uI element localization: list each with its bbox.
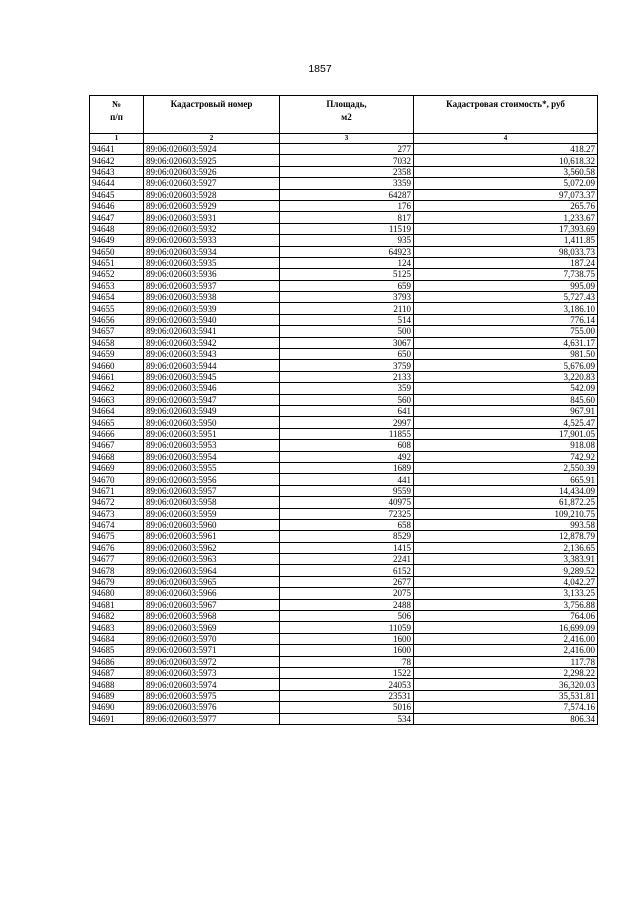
cost-value: 117.78 [414, 656, 598, 667]
table-row [90, 371, 598, 382]
area-value: 78 [280, 656, 414, 667]
cost-value: 3,383.91 [414, 554, 598, 565]
area-value: 534 [280, 713, 414, 724]
cadastral-number: 89:06:020603:5970 [144, 633, 280, 644]
table-row [90, 497, 598, 508]
cadastral-number: 89:06:020603:5934 [144, 246, 280, 257]
row-index: 94643 [90, 166, 144, 177]
cost-value: 776.14 [414, 314, 598, 325]
table-row [90, 702, 598, 713]
area-value: 560 [280, 394, 414, 405]
row-index: 94674 [90, 519, 144, 530]
cost-value: 10,618.32 [414, 155, 598, 166]
area-value: 6152 [280, 565, 414, 576]
area-value: 176 [280, 200, 414, 211]
row-index: 94680 [90, 588, 144, 599]
cost-value: 2,550.39 [414, 462, 598, 473]
row-index: 94644 [90, 178, 144, 189]
area-value: 2997 [280, 417, 414, 428]
table-row [90, 223, 598, 234]
area-value: 72325 [280, 508, 414, 519]
cadastral-number: 89:06:020603:5976 [144, 702, 280, 713]
area-value: 659 [280, 280, 414, 291]
row-index: 94641 [90, 144, 144, 155]
cadastral-number: 89:06:020603:5940 [144, 314, 280, 325]
cost-value: 17,901.05 [414, 428, 598, 439]
cost-value: 12,878.79 [414, 531, 598, 542]
area-value: 2075 [280, 588, 414, 599]
cost-value: 3,186.10 [414, 303, 598, 314]
row-index: 94688 [90, 679, 144, 690]
area-value: 2358 [280, 166, 414, 177]
area-value: 1689 [280, 462, 414, 473]
cadastral-number: 89:06:020603:5959 [144, 508, 280, 519]
row-index: 94658 [90, 337, 144, 348]
row-index: 94648 [90, 223, 144, 234]
header-cadastral-number-label: Кадастровый номер [170, 99, 253, 109]
table-row [90, 611, 598, 622]
area-value: 124 [280, 257, 414, 268]
table-row [90, 588, 598, 599]
cadastral-number: 89:06:020603:5967 [144, 599, 280, 610]
row-index: 94675 [90, 531, 144, 542]
cadastral-number: 89:06:020603:5947 [144, 394, 280, 405]
row-index: 94684 [90, 633, 144, 644]
table-row [90, 690, 598, 701]
cost-value: 665.91 [414, 474, 598, 485]
table-row [90, 531, 598, 542]
cost-value: 742.92 [414, 451, 598, 462]
table-row [90, 633, 598, 644]
area-value: 641 [280, 405, 414, 416]
row-index: 94677 [90, 554, 144, 565]
row-index: 94666 [90, 428, 144, 439]
cadastral-number: 89:06:020603:5924 [144, 144, 280, 155]
cost-value: 764.06 [414, 611, 598, 622]
table-row [90, 155, 598, 166]
header-area-line2: м2 [341, 112, 352, 122]
header-area [280, 96, 414, 134]
table-row [90, 417, 598, 428]
row-index: 94673 [90, 508, 144, 519]
table-row [90, 565, 598, 576]
column-number-row [90, 134, 598, 144]
table-row [90, 519, 598, 530]
table-row [90, 235, 598, 246]
row-index: 94681 [90, 599, 144, 610]
area-value: 64287 [280, 189, 414, 200]
table-row [90, 178, 598, 189]
table-row [90, 292, 598, 303]
area-value: 492 [280, 451, 414, 462]
cadastre-table [89, 95, 598, 725]
cadastral-number: 89:06:020603:5927 [144, 178, 280, 189]
cost-value: 187.24 [414, 257, 598, 268]
cadastral-number: 89:06:020603:5944 [144, 360, 280, 371]
table-row [90, 645, 598, 656]
table-row [90, 542, 598, 553]
row-index: 94668 [90, 451, 144, 462]
cadastral-number: 89:06:020603:5962 [144, 542, 280, 553]
area-value: 24053 [280, 679, 414, 690]
cadastral-number: 89:06:020603:5953 [144, 440, 280, 451]
cadastral-number: 89:06:020603:5955 [144, 462, 280, 473]
row-index: 94669 [90, 462, 144, 473]
row-index: 94685 [90, 645, 144, 656]
cadastral-number: 89:06:020603:5937 [144, 280, 280, 291]
cost-value: 2,416.00 [414, 645, 598, 656]
area-value: 3759 [280, 360, 414, 371]
area-value: 11855 [280, 428, 414, 439]
cost-value: 7,738.75 [414, 269, 598, 280]
row-index: 94656 [90, 314, 144, 325]
row-index: 94682 [90, 611, 144, 622]
table-row [90, 451, 598, 462]
area-value: 1600 [280, 645, 414, 656]
table-row [90, 303, 598, 314]
cost-value: 2,416.00 [414, 633, 598, 644]
cadastral-number: 89:06:020603:5949 [144, 405, 280, 416]
table-row [90, 554, 598, 565]
cost-value: 1,411.85 [414, 235, 598, 246]
table-row [90, 667, 598, 678]
cost-value: 265.76 [414, 200, 598, 211]
table-row [90, 428, 598, 439]
page-number: 1857 [308, 63, 332, 75]
header-row [90, 96, 598, 134]
cost-value: 97,073.37 [414, 189, 598, 200]
cost-value: 35,531.81 [414, 690, 598, 701]
cost-value: 2,136.65 [414, 542, 598, 553]
row-index: 94663 [90, 394, 144, 405]
cost-value: 36,320.03 [414, 679, 598, 690]
row-index: 94676 [90, 542, 144, 553]
cost-value: 845.60 [414, 394, 598, 405]
cost-value: 17,393.69 [414, 223, 598, 234]
row-index: 94649 [90, 235, 144, 246]
cadastral-number: 89:06:020603:5935 [144, 257, 280, 268]
row-index: 94661 [90, 371, 144, 382]
cost-value: 3,756.88 [414, 599, 598, 610]
cadastral-number: 89:06:020603:5956 [144, 474, 280, 485]
row-index: 94690 [90, 702, 144, 713]
cadastral-number: 89:06:020603:5932 [144, 223, 280, 234]
header-cadastral-cost-label: Кадастровая стоимость*, руб [446, 99, 565, 109]
area-value: 11059 [280, 622, 414, 633]
cadastral-number: 89:06:020603:5966 [144, 588, 280, 599]
area-value: 500 [280, 326, 414, 337]
cost-value: 5,727.43 [414, 292, 598, 303]
area-value: 8529 [280, 531, 414, 542]
table-row [90, 405, 598, 416]
cadastral-number: 89:06:020603:5965 [144, 576, 280, 587]
column-number: 3 [280, 134, 414, 144]
cost-value: 806.34 [414, 713, 598, 724]
header-cadastral-cost [414, 96, 598, 134]
row-index: 94650 [90, 246, 144, 257]
area-value: 2110 [280, 303, 414, 314]
row-index: 94660 [90, 360, 144, 371]
area-value: 1415 [280, 542, 414, 553]
cadastral-number: 89:06:020603:5977 [144, 713, 280, 724]
cadastral-number: 89:06:020603:5936 [144, 269, 280, 280]
cadastral-number: 89:06:020603:5946 [144, 383, 280, 394]
area-value: 5125 [280, 269, 414, 280]
area-value: 514 [280, 314, 414, 325]
row-index: 94654 [90, 292, 144, 303]
row-index: 94653 [90, 280, 144, 291]
area-value: 11519 [280, 223, 414, 234]
area-value: 7032 [280, 155, 414, 166]
header-index-line2: п/п [110, 112, 123, 122]
table-row [90, 269, 598, 280]
cadastral-number: 89:06:020603:5929 [144, 200, 280, 211]
cost-value: 3,133.25 [414, 588, 598, 599]
cadastral-number: 89:06:020603:5938 [144, 292, 280, 303]
cadastral-number: 89:06:020603:5969 [144, 622, 280, 633]
area-value: 359 [280, 383, 414, 394]
table-row [90, 679, 598, 690]
table-row [90, 314, 598, 325]
cadastral-number: 89:06:020603:5939 [144, 303, 280, 314]
column-number: 2 [144, 134, 280, 144]
row-index: 94689 [90, 690, 144, 701]
row-index: 94665 [90, 417, 144, 428]
column-number: 1 [90, 134, 144, 144]
cost-value: 7,574.16 [414, 702, 598, 713]
table-row [90, 246, 598, 257]
cost-value: 4,631.17 [414, 337, 598, 348]
row-index: 94642 [90, 155, 144, 166]
table-row [90, 485, 598, 496]
row-index: 94664 [90, 405, 144, 416]
table-row [90, 349, 598, 360]
area-value: 1522 [280, 667, 414, 678]
table-row [90, 508, 598, 519]
cost-value: 4,525.47 [414, 417, 598, 428]
cost-value: 5,676.09 [414, 360, 598, 371]
area-value: 40975 [280, 497, 414, 508]
table-row [90, 257, 598, 268]
cost-value: 16,699.09 [414, 622, 598, 633]
row-index: 94686 [90, 656, 144, 667]
cost-value: 3,560.58 [414, 166, 598, 177]
cost-value: 981.50 [414, 349, 598, 360]
row-index: 94670 [90, 474, 144, 485]
area-value: 5016 [280, 702, 414, 713]
cadastral-number: 89:06:020603:5957 [144, 485, 280, 496]
cost-value: 98,033.73 [414, 246, 598, 257]
cost-value: 1,233.67 [414, 212, 598, 223]
cost-value: 61,872.25 [414, 497, 598, 508]
table-row [90, 462, 598, 473]
header-index [90, 96, 144, 134]
header-cadastral-number [144, 96, 280, 134]
table-body [90, 144, 598, 725]
cadastral-number: 89:06:020603:5931 [144, 212, 280, 223]
cadastral-number: 89:06:020603:5925 [144, 155, 280, 166]
cadastral-number: 89:06:020603:5958 [144, 497, 280, 508]
area-value: 817 [280, 212, 414, 223]
area-value: 441 [280, 474, 414, 485]
cost-value: 418.27 [414, 144, 598, 155]
area-value: 3067 [280, 337, 414, 348]
row-index: 94683 [90, 622, 144, 633]
cadastral-number: 89:06:020603:5968 [144, 611, 280, 622]
row-index: 94678 [90, 565, 144, 576]
row-index: 94687 [90, 667, 144, 678]
cadastral-number: 89:06:020603:5972 [144, 656, 280, 667]
cost-value: 542.09 [414, 383, 598, 394]
area-value: 2133 [280, 371, 414, 382]
row-index: 94662 [90, 383, 144, 394]
area-value: 2241 [280, 554, 414, 565]
cost-value: 109,210.75 [414, 508, 598, 519]
table-row [90, 576, 598, 587]
cadastral-number: 89:06:020603:5926 [144, 166, 280, 177]
row-index: 94667 [90, 440, 144, 451]
table-row [90, 383, 598, 394]
area-value: 3793 [280, 292, 414, 303]
row-index: 94655 [90, 303, 144, 314]
cadastral-number: 89:06:020603:5943 [144, 349, 280, 360]
area-value: 64923 [280, 246, 414, 257]
row-index: 94691 [90, 713, 144, 724]
cost-value: 967.91 [414, 405, 598, 416]
table-row [90, 656, 598, 667]
table-row [90, 166, 598, 177]
table-row [90, 474, 598, 485]
row-index: 94672 [90, 497, 144, 508]
cadastral-number: 89:06:020603:5973 [144, 667, 280, 678]
cost-value: 5,072.09 [414, 178, 598, 189]
area-value: 9559 [280, 485, 414, 496]
row-index: 94651 [90, 257, 144, 268]
table-row [90, 144, 598, 155]
area-value: 277 [280, 144, 414, 155]
cost-value: 3,220.83 [414, 371, 598, 382]
cadastral-number: 89:06:020603:5961 [144, 531, 280, 542]
cadastral-number: 89:06:020603:5971 [144, 645, 280, 656]
cadastral-number: 89:06:020603:5960 [144, 519, 280, 530]
header-index-line1: № [111, 99, 122, 109]
table-row [90, 280, 598, 291]
area-value: 2677 [280, 576, 414, 587]
table-row [90, 200, 598, 211]
cost-value: 995.09 [414, 280, 598, 291]
table-row [90, 599, 598, 610]
table-row [90, 337, 598, 348]
cadastral-number: 89:06:020603:5963 [144, 554, 280, 565]
cadastral-number: 89:06:020603:5942 [144, 337, 280, 348]
table-row [90, 212, 598, 223]
table-row [90, 622, 598, 633]
table-row [90, 713, 598, 724]
row-index: 94647 [90, 212, 144, 223]
cadastral-number: 89:06:020603:5951 [144, 428, 280, 439]
area-value: 608 [280, 440, 414, 451]
cadastral-number: 89:06:020603:5941 [144, 326, 280, 337]
area-value: 658 [280, 519, 414, 530]
row-index: 94652 [90, 269, 144, 280]
cost-value: 2,298.22 [414, 667, 598, 678]
row-index: 94659 [90, 349, 144, 360]
area-value: 650 [280, 349, 414, 360]
table-row [90, 394, 598, 405]
table-row [90, 440, 598, 451]
cost-value: 14,434.09 [414, 485, 598, 496]
row-index: 94671 [90, 485, 144, 496]
cadastral-number: 89:06:020603:5954 [144, 451, 280, 462]
row-index: 94657 [90, 326, 144, 337]
row-index: 94645 [90, 189, 144, 200]
cadastral-number: 89:06:020603:5945 [144, 371, 280, 382]
area-value: 935 [280, 235, 414, 246]
area-value: 3359 [280, 178, 414, 189]
cost-value: 918.08 [414, 440, 598, 451]
cadastral-number: 89:06:020603:5964 [144, 565, 280, 576]
row-index: 94679 [90, 576, 144, 587]
cost-value: 4,042.27 [414, 576, 598, 587]
cadastral-number: 89:06:020603:5950 [144, 417, 280, 428]
cadastral-number: 89:06:020603:5928 [144, 189, 280, 200]
table-row [90, 189, 598, 200]
area-value: 23531 [280, 690, 414, 701]
cadastral-number: 89:06:020603:5933 [144, 235, 280, 246]
cost-value: 755.00 [414, 326, 598, 337]
area-value: 1600 [280, 633, 414, 644]
column-number: 4 [414, 134, 598, 144]
cadastral-number: 89:06:020603:5974 [144, 679, 280, 690]
cadastral-number: 89:06:020603:5975 [144, 690, 280, 701]
header-area-line1: Площадь, [326, 99, 367, 109]
cost-value: 993.58 [414, 519, 598, 530]
area-value: 506 [280, 611, 414, 622]
area-value: 2488 [280, 599, 414, 610]
table-row [90, 326, 598, 337]
row-index: 94646 [90, 200, 144, 211]
cost-value: 9,289.52 [414, 565, 598, 576]
table-row [90, 360, 598, 371]
